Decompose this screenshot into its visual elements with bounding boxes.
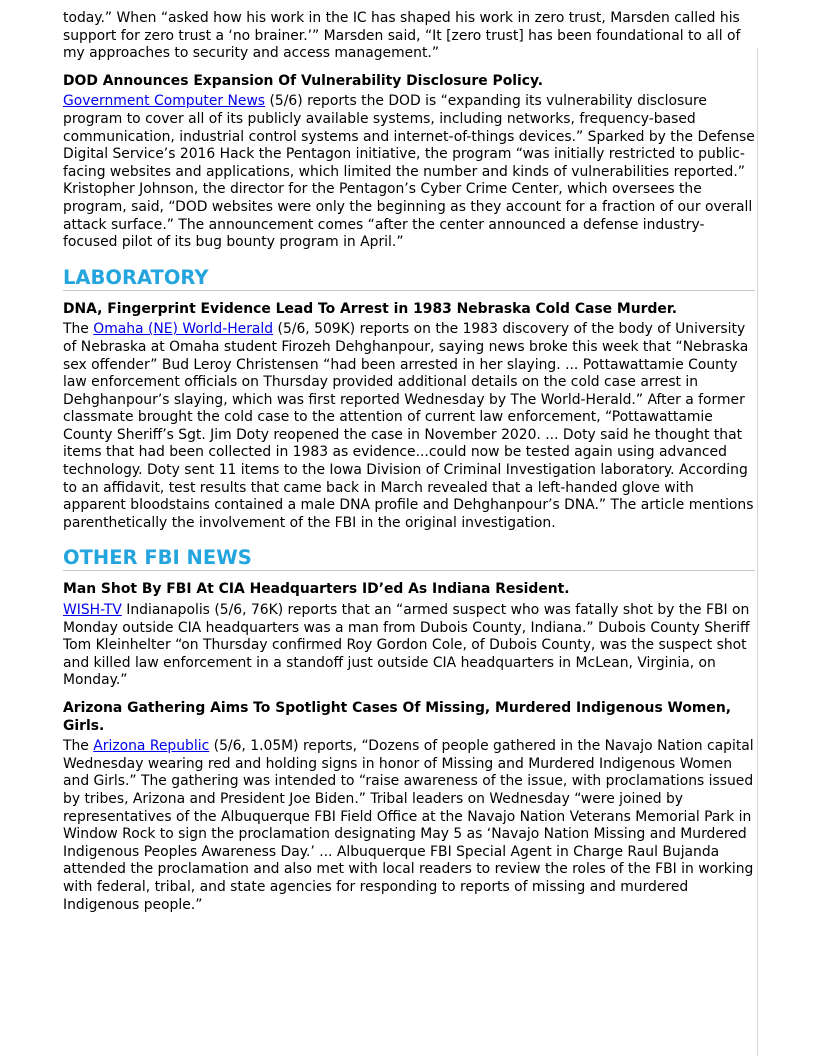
page-right-border xyxy=(757,48,758,1056)
article-headline: DNA, Fingerprint Evidence Lead To Arrest in 1983 Nebraska Cold Case Murder. xyxy=(63,300,678,317)
document-body xyxy=(63,10,755,914)
article-cia-headquarters xyxy=(63,581,755,690)
section-heading-laboratory: LABORATORY xyxy=(63,266,755,291)
article-headline: DOD Announces Expansion Of Vulnerability Disclosure Policy. xyxy=(63,72,544,89)
article-lead: The xyxy=(63,738,94,755)
article-text: Indianapolis (5/6, 76K) reports that an “armed suspect who was fatally shot by the FBI on Monday outside CIA headquarters was a man from Dubois County, Indiana.” Dubois County Sheriff Tom Kleinhelter “on Thursday confirmed Roy Gordon Cole, of Dubois County, was the suspect shot and killed law enforcement in a standoff just outside CIA headquarters in McLean, Virginia, on Monday.” xyxy=(63,602,750,689)
article-text: (5/6, 1.05M) reports, “Dozens of people gathered in the Navajo Nation capital Wednesday wearing red and holding signs in honor of Missing and Murdered Indigenous Women and Girls.” The gathering was intended to “raise awareness of the issue, with proclamations issued by tribes, Arizona and President Joe Biden.” Tribal leaders on Wednesday “were joined by representatives of the Albuquerque FBI Field Office at the Navajo Nation Veterans Memorial Park in Window Rock to sign the proclamation designating May 5 as ‘Navajo Nation Missing and Murdered Indigenous Peoples Awareness Day.’ ... Albuquerque FBI Special Agent in Charge Raul Bujanda attended the proclamation and also met with local readers to review the roles of the FBI in working with federal, tribal, and state agencies for responding to reports of missing and murdered Indigenous people.” xyxy=(63,738,754,913)
source-link-wish-tv[interactable]: WISH-TV xyxy=(63,602,122,619)
source-link-government-computer-news[interactable]: Government Computer News xyxy=(63,93,266,110)
article-lead: The xyxy=(63,321,94,338)
article-dod-vulnerability xyxy=(63,73,755,252)
section-heading-other-fbi-news: OTHER FBI NEWS xyxy=(63,546,755,571)
intro-paragraph: today.” When “asked how his work in the IC has shaped his work in zero trust, Marsden called his support for zero trust a ‘no brainer.’” Marsden said, “It [zero trust] has been foundational to all of my approaches to security and access management.” xyxy=(63,10,741,62)
article-paragraph xyxy=(63,738,755,914)
article-paragraph xyxy=(63,602,755,690)
source-link-omaha-world-herald[interactable]: Omaha (NE) World-Herald xyxy=(93,321,274,338)
article-headline: Man Shot By FBI At CIA Headquarters ID’ed As Indiana Resident. xyxy=(63,581,570,598)
article-arizona-gathering xyxy=(63,700,755,914)
source-link-arizona-republic[interactable]: Arizona Republic xyxy=(93,738,210,755)
article-paragraph xyxy=(63,93,755,251)
article-text: (5/6, 509K) reports on the 1983 discovery of the body of University of Nebraska at Omaha student Firozeh Dehghanpour, saying news broke this week that “Nebraska sex offender” Bud Leroy Christensen “had been arrested in her slaying. ... Pottawattamie County law enforcement officials on Thursday provided additional details on the cold case arrest in Dehghanpour’s slaying, which was first reported Wednesday by The World-Herald.” After a former classmate brought the cold case to the attention of current law enforcement, “Pottawattamie County Sheriff’s Sgt. Jim Doty reopened the case in November 2020. ... Doty said he thought that items that had been collected in 1983 as evidence...could now be tested again using advanced technology. Doty sent 11 items to the Iowa Division of Criminal Investigation laboratory. According to an affidavit, test results that came back in March revealed that a left-handed glove with apparent bloodstains contained a male DNA profile and Dehghanpour’s DNA.” The article mentions parenthetically the involvement of the FBI in the original investigation. xyxy=(63,321,754,531)
article-headline: Arizona Gathering Aims To Spotlight Cases Of Missing, Murdered Indigenous Women, Girls. xyxy=(63,700,731,734)
article-paragraph xyxy=(63,321,755,532)
article-text: (5/6) reports the DOD is “expanding its vulnerability disclosure program to cover all of its publicly available systems, including networks, frequency-based communication, industrial control systems and internet-of-things devices.” Sparked by the Defense Digital Service’s 2016 Hack the Pentagon initiative, the program “was initially restricted to public-facing websites and applications, which limited the number and kinds of vulnerabilities reported.” Kristopher Johnson, the director for the Pentagon’s Cyber Crime Center, which oversees the program, said, “DOD websites were only the beginning as they account for a fraction of our overall attack surface.” The announcement comes “after the center announced a defense industry-focused pilot of its bug bounty program in April.” xyxy=(63,93,755,251)
article-dna-cold-case xyxy=(63,301,755,533)
